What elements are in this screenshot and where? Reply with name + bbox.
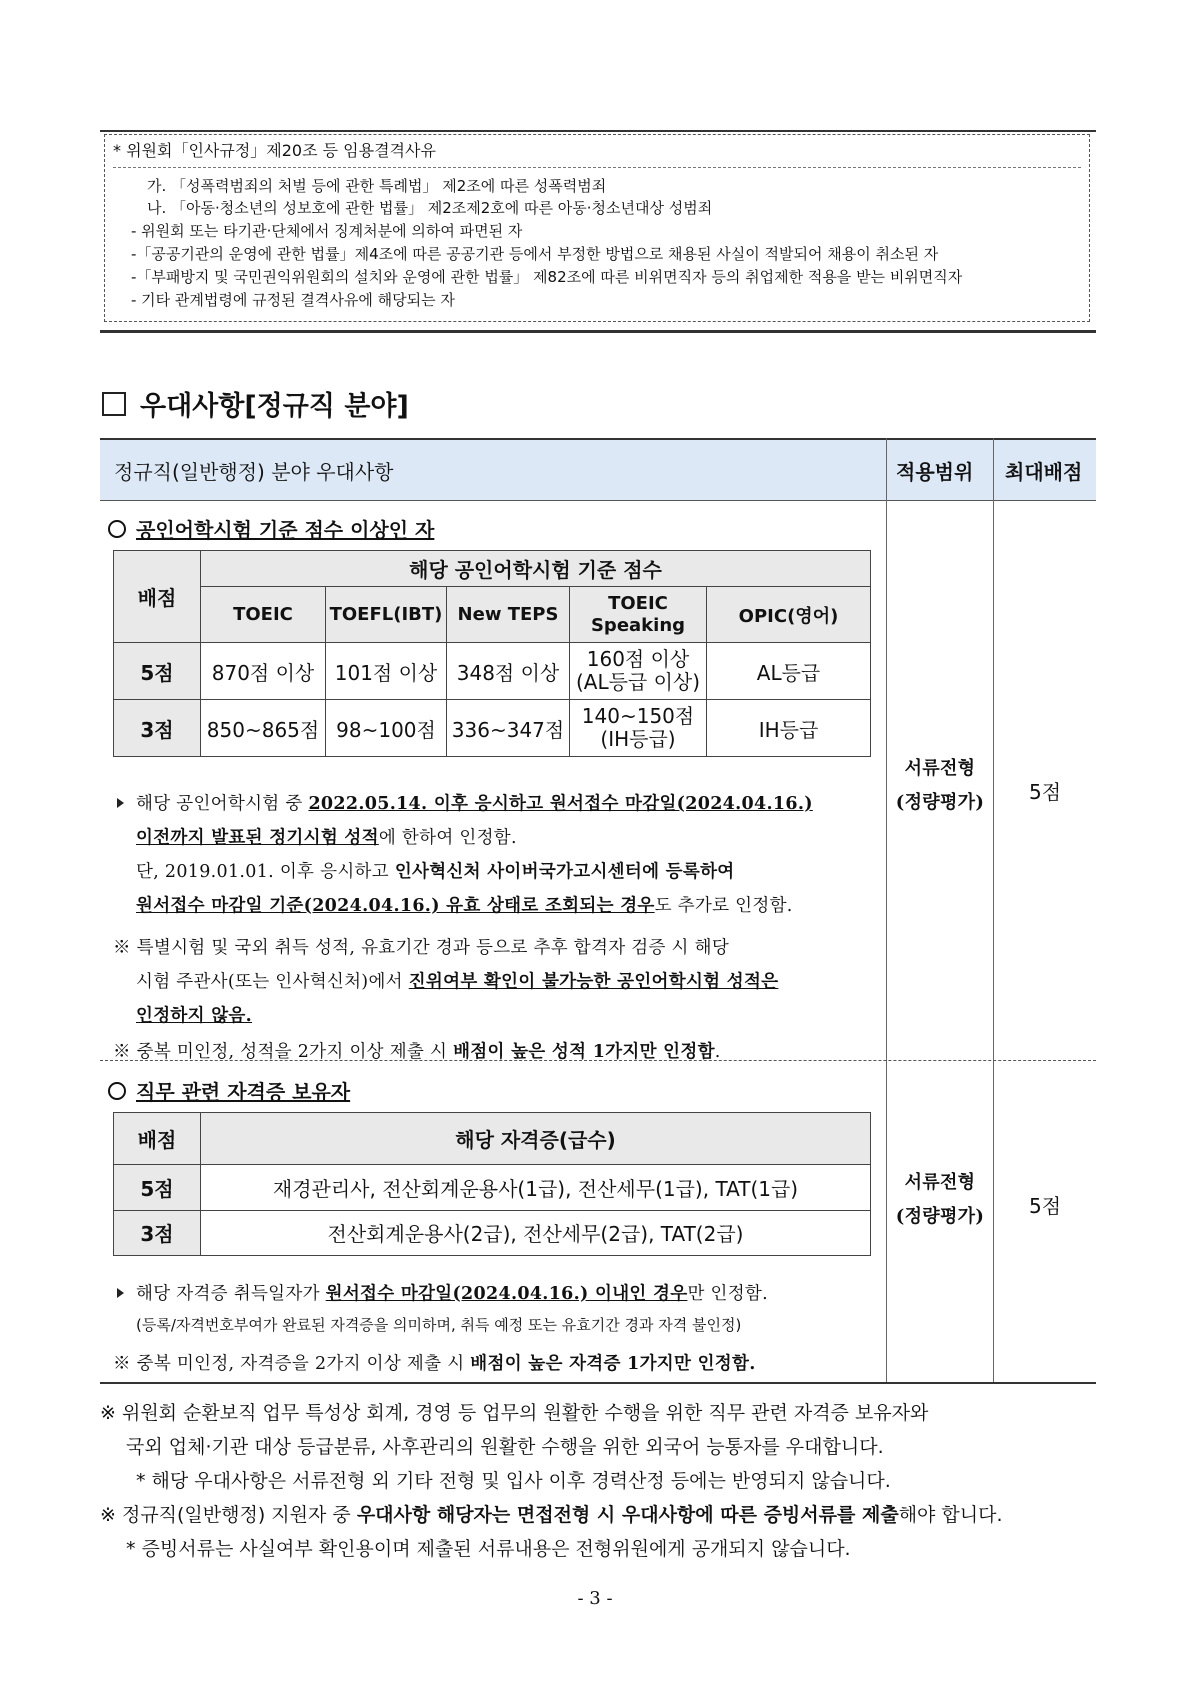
table-cell: 850~865점 bbox=[201, 700, 326, 757]
table-cell: IH등급 bbox=[707, 700, 871, 757]
lang-note-3: ※ 중복 미인정, 성적을 2가지 이상 제출 시 배점이 높은 성적 1가지만 인정함. bbox=[113, 1042, 721, 1062]
table-cell: 348점 이상 bbox=[447, 643, 570, 700]
lang-note-2-cont: 시험 주관사(또는 인사혁신처)에서 진위여부 확인이 불가능한 공인어학시험 성적은 bbox=[136, 972, 779, 992]
triangle-bullet-icon bbox=[117, 798, 124, 808]
cert-note-1: 해당 자격증 취득일자가 원서접수 마감일(2024.04.16.) 이내인 경우만 인정함. bbox=[117, 1280, 768, 1305]
table-cell: AL등급 bbox=[707, 643, 871, 700]
table-row bbox=[114, 700, 871, 757]
header-col-max: 최대배점 bbox=[1005, 460, 1083, 484]
test-name: New TEPS bbox=[447, 587, 570, 643]
table-cell: 101점 이상 bbox=[326, 643, 447, 700]
table-row bbox=[114, 1210, 871, 1255]
test-name: TOEIC Speaking bbox=[570, 587, 707, 643]
circle-bullet-icon bbox=[108, 1082, 126, 1100]
test-group-header: 해당 공인어학시험 기준 점수 bbox=[201, 551, 871, 587]
circle-bullet-icon bbox=[108, 520, 126, 538]
header-col-scope: 적용범위 bbox=[896, 460, 974, 484]
footer-note-1: ※ 위원회 순환보직 업무 특성상 회계, 경영 등 업무의 원활한 수행을 위한 직무 관련 자격증 보유자와 bbox=[100, 1402, 929, 1424]
lang-scope: 서류전형 (정량평가) bbox=[895, 758, 985, 813]
test-name: TOEIC bbox=[201, 587, 326, 643]
footer-note-2-sub: * 증빙서류는 사실여부 확인용이며 제출된 서류내용은 전형위원에게 공개되지 않습니다. bbox=[126, 1538, 851, 1560]
asterisk-icon: * bbox=[113, 141, 127, 160]
cert-header: 해당 자격증(급수) bbox=[201, 1113, 871, 1165]
checkbox-square-icon bbox=[102, 392, 126, 416]
lang-note-2-end: 인정하지 않음. bbox=[136, 1006, 253, 1026]
row-score: 5점 bbox=[114, 1165, 201, 1210]
box-line: 나. 「아동·청소년의 성보호에 관한 법률」 제2조제2호에 따른 아동·청소년대상 성범죄 bbox=[147, 199, 713, 217]
row-score: 3점 bbox=[114, 700, 201, 757]
cert-note-1-sub: (등록/자격번호부여가 완료된 자격증을 의미하며, 취득 예정 또는 유효기간 경과 자격 불인정) bbox=[136, 1316, 742, 1334]
box-heading: * 위원회「인사규정」제20조 등 임용결격사유 bbox=[113, 135, 1081, 168]
preference-table bbox=[100, 438, 1096, 1384]
table-bottom-border bbox=[100, 1382, 1096, 1384]
footer-note-1-cont: 국외 업체·기관 대상 등급분류, 사후관리의 원활한 수행을 위한 외국어 능통자를 우대합니다. bbox=[126, 1436, 884, 1458]
table-cell: 98~100점 bbox=[326, 700, 447, 757]
box-line: -「부패방지 및 국민권익위원회의 설치와 운영에 관한 법률」 제82조에 따른 비위면직자 등의 취업제한 적용을 받는 비위면직자 bbox=[131, 268, 963, 286]
table-cell: 336~347점 bbox=[447, 700, 570, 757]
table-cell: 전산회계운용사(2급), 전산세무(2급), TAT(2급) bbox=[201, 1210, 871, 1255]
test-name: OPIC(영어) bbox=[707, 587, 871, 643]
footer-note-1-sub: * 해당 우대사항은 서류전형 외 기타 전형 및 입사 이후 경력산정 등에는 반영되지 않습니다. bbox=[136, 1470, 891, 1492]
lang-section-title: 공인어학시험 기준 점수 이상인 자 bbox=[108, 514, 434, 543]
certificate-table bbox=[113, 1112, 871, 1256]
language-score-table bbox=[113, 550, 871, 757]
section-title: 우대사항[정규직 분야] bbox=[102, 384, 409, 423]
box-inner bbox=[104, 134, 1090, 322]
box-line: - 위원회 또는 타기관·단체에서 징계처분에 의하여 파면된 자 bbox=[131, 222, 523, 240]
lang-note-1-exception-cont: 원서접수 마감일 기준(2024.04.16.) 유효 상태로 조회되는 경우도 추가로 인정함. bbox=[136, 896, 793, 916]
table-cell: 870점 이상 bbox=[201, 643, 326, 700]
disqualification-box bbox=[100, 130, 1096, 330]
box-line: 가. 「성폭력범죄의 처벌 등에 관한 특례법」 제2조에 따른 성폭력범죄 bbox=[147, 177, 607, 195]
score-header: 배점 bbox=[114, 551, 201, 643]
lang-note-1-cont: 이전까지 발표된 정기시험 성적에 한하여 인정함. bbox=[136, 828, 517, 848]
table-row bbox=[114, 643, 871, 700]
table-row bbox=[114, 1165, 871, 1210]
table-cell: 140~150점 (IH등급) bbox=[570, 700, 707, 757]
lang-note-1: 해당 공인어학시험 중 2022.05.14. 이후 응시하고 원서접수 마감일(2024.04.16.) bbox=[117, 790, 813, 815]
footer-note-2: ※ 정규직(일반행정) 지원자 중 우대사항 해당자는 면접전형 시 우대사항에 따른 증빙서류를 제출해야 합니다. bbox=[100, 1504, 1003, 1526]
test-name: TOEFL(IBT) bbox=[326, 587, 447, 643]
row-score: 5점 bbox=[114, 643, 201, 700]
cert-note-2: ※ 중복 미인정, 자격증을 2가지 이상 제출 시 배점이 높은 자격증 1가지만 인정함. bbox=[113, 1354, 756, 1374]
table-cell: 재경관리사, 전산회계운용사(1급), 전산세무(1급), TAT(1급) bbox=[201, 1165, 871, 1210]
triangle-bullet-icon bbox=[117, 1288, 124, 1298]
row-score: 3점 bbox=[114, 1210, 201, 1255]
column-divider bbox=[886, 438, 887, 1384]
page-number: - 3 - bbox=[577, 1588, 613, 1609]
cert-scope: 서류전형 (정량평가) bbox=[895, 1172, 985, 1227]
column-divider bbox=[993, 438, 994, 1384]
score-header: 배점 bbox=[114, 1113, 201, 1165]
cert-max-score: 5점 bbox=[1028, 1194, 1062, 1218]
box-line: -「공공기관의 운영에 관한 법률」제4조에 따른 공공기관 등에서 부정한 방법으로 채용된 사실이 적발되어 채용이 취소된 자 bbox=[131, 245, 939, 263]
lang-note-1-exception: 단, 2019.01.01. 이후 응시하고 인사혁신처 사이버국가고시센터에 등록하여 bbox=[136, 862, 735, 882]
table-cell: 160점 이상 (AL등급 이상) bbox=[570, 643, 707, 700]
lang-max-score: 5점 bbox=[1028, 780, 1062, 804]
table-header bbox=[100, 438, 1096, 501]
header-col-preferences: 정규직(일반행정) 분야 우대사항 bbox=[114, 460, 394, 484]
cert-section-title: 직무 관련 자격증 보유자 bbox=[108, 1076, 350, 1105]
lang-note-2: ※ 특별시험 및 국외 취득 성적, 유효기간 경과 등으로 추후 합격자 검증 시 해당 bbox=[113, 938, 730, 958]
box-line: - 기타 관계법령에 규정된 결격사유에 해당되는 자 bbox=[131, 291, 455, 309]
